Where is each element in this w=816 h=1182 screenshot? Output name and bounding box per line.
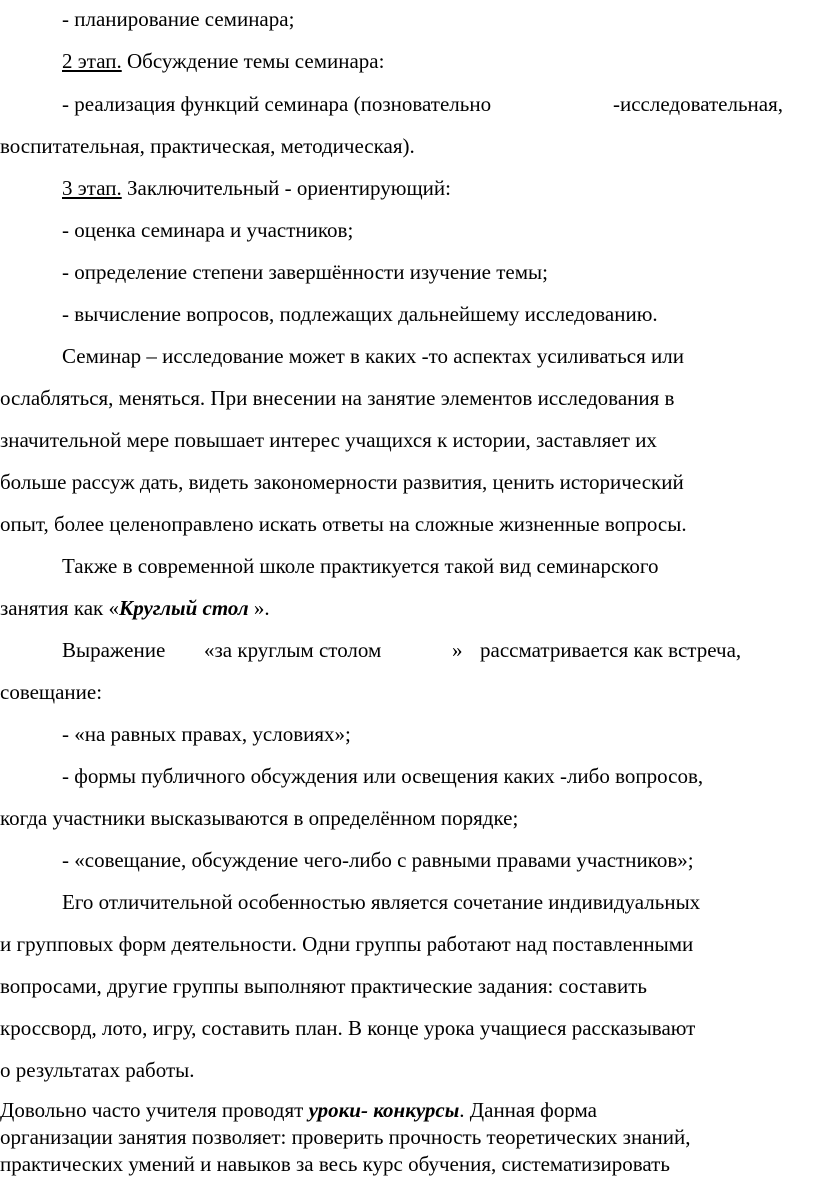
text-line: ослабляться, меняться. При внесении на занятие элементов исследования в (0, 386, 675, 410)
emphasis-term: Круглый стол (119, 596, 249, 620)
text-fragment: . Данная форма (459, 1098, 597, 1122)
text-line: воспитательная, практическая, методическая). (0, 134, 415, 158)
stage-label: 2 этап. (62, 49, 122, 73)
text-line: Также в современной школе практикуется такой вид семинарского (62, 554, 659, 578)
text-line-with-emphasis (0, 594, 270, 622)
text-line: о результатах работы. (0, 1058, 195, 1082)
text-line: - оценка семинара и участников; (62, 218, 354, 242)
text-line: - вычисление вопросов, подлежащих дальнейшему исследованию. (62, 302, 658, 326)
stage-title: Заключительный - ориентирующий: (121, 176, 451, 200)
text-line: когда участники высказываются в определённом порядке; (0, 806, 519, 830)
text-line-with-emphasis (0, 1098, 597, 1123)
text-fragment: Довольно часто учителя проводят (0, 1098, 309, 1122)
text-line: - «совещание, обсуждение чего-либо с равными правами участников»; (62, 848, 694, 872)
text-line: - «на равных правах, условиях»; (62, 722, 351, 746)
text-line: - планирование семинара; (62, 7, 295, 31)
text-line: - определение степени завершённости изучение темы; (62, 260, 548, 284)
text-fragment: занятия как « (0, 596, 119, 620)
text-line: значительной мере повышает интерес учащихся к истории, заставляет их (0, 428, 657, 452)
text-fragment: «за круглым столом (204, 638, 382, 662)
stage-title: Обсуждение темы семинара: (121, 49, 385, 73)
emphasis-term: уроки- конкурсы (308, 1098, 460, 1122)
text-line: совещание: (0, 680, 103, 704)
text-fragment: » (452, 638, 463, 662)
text-fragment: ». (248, 596, 270, 620)
text-line: -исследовательная, (613, 92, 784, 116)
text-line: - формы публичного обсуждения или освещения каких -либо вопросов, (62, 764, 704, 788)
text-fragment: рассматривается как встреча, (480, 638, 742, 662)
text-fragment: Выражение (62, 638, 166, 662)
text-line: кроссворд, лото, игру, составить план. В конце урока учащиеся рассказывают (0, 1016, 696, 1040)
text-line: практических умений и навыков за весь курс обучения, систематизировать (0, 1152, 670, 1176)
stage-label: 3 этап. (62, 176, 122, 200)
text-line: и групповых форм деятельности. Одни группы работают над поставленными (0, 932, 694, 956)
stage-heading (62, 47, 384, 75)
text-line: Семинар – исследование может в каких -то аспектах усиливаться или (62, 344, 684, 368)
text-line: Его отличительной особенностью является сочетание индивидуальных (62, 890, 701, 914)
text-line: больше рассуж дать, видеть закономерности развития, ценить исторический (0, 470, 684, 494)
text-line: - реализация функций семинара (позновательно (62, 92, 492, 116)
text-line: опыт, более целеноправлено искать ответы на сложные жизненные вопросы. (0, 512, 687, 536)
text-line: организации занятия позволяет: проверить прочность теоретических знаний, (0, 1125, 691, 1149)
stage-heading (62, 174, 451, 202)
text-line: вопросами, другие группы выполняют практические задания: составить (0, 974, 647, 998)
